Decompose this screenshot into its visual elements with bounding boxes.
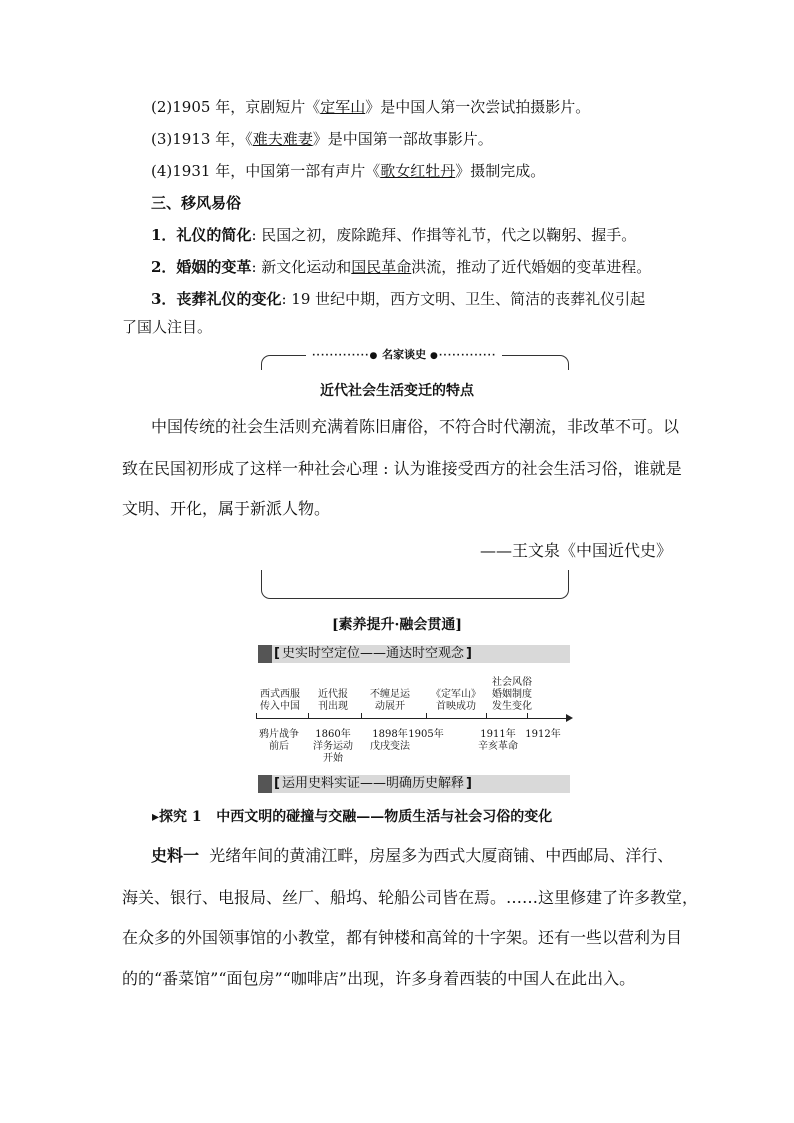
- timeline-axis: [256, 718, 568, 719]
- inquiry-heading: ▸探究 1 中西文明的碰撞与交融——物质生活与社会习俗的变化: [152, 809, 553, 825]
- material-line-3: 在众多的外国领事馆的小教堂，都有钟楼和高耸的十字架。还有一些以营利为目: [122, 928, 683, 947]
- line-film-1913: (3)1913 年，《难夫难妻》是中国第一部故事影片。: [151, 130, 493, 148]
- film-title: 难夫难妻: [252, 130, 313, 148]
- point-funeral: 3．丧葬礼仪的变化: 19 世纪中期，西方文明、卫生、简洁的丧葬礼仪引起: [151, 290, 646, 308]
- timeline-date: 1860年 洋务运动 开始: [313, 729, 353, 764]
- quote-source: ——王文泉《中国近代史》: [480, 541, 673, 560]
- band-spacetime: [ 史实时空定位——通达时空观念 ]: [258, 645, 570, 663]
- timeline-event: 近代报 刊出现: [318, 689, 348, 712]
- timeline-event: 不缠足运 动展开: [370, 689, 410, 712]
- quote-box-label: ·············● 名家谈史 ●·············: [306, 346, 502, 362]
- timeline-date: 1905年: [408, 729, 444, 740]
- band-evidence: [ 运用史料实证——明确历史解释 ]: [258, 775, 570, 793]
- timeline-event: 西式西服 传入中国: [260, 689, 300, 712]
- timeline-date: 鸦片战争 前后: [259, 729, 299, 752]
- film-title: 歌女红牡丹: [380, 162, 456, 180]
- point-funeral-cont: 了国人注目。: [122, 318, 213, 336]
- quote-text-2: 致在民国初形成了这样一种社会心理 : 认为谁接受西方的社会生活习俗，谁就是: [122, 459, 682, 478]
- material-line-1: 史料一 光绪年间的黄浦江畔，房屋多为西式大厦商铺、中西邮局、洋行、: [151, 846, 674, 865]
- literacy-section-title: [素养提升·融会贯通]: [331, 617, 463, 633]
- timeline-event: 社会风俗 婚姻制度 发生变化: [492, 677, 532, 712]
- quote-text-1: 中国传统的社会生活则充满着陈旧庸俗，不符合时代潮流，非改革不可。以: [151, 417, 680, 436]
- timeline-arrow: [566, 714, 573, 722]
- line-film-1931: (4)1931 年，中国第一部有声片《歌女红牡丹》摄制完成。: [151, 162, 546, 180]
- material-line-2: 海关、银行、电报局、丝厂、船坞、轮船公司皆在焉。……这里修建了许多教堂，: [122, 888, 699, 907]
- line-film-1905: (2)1905 年，京剧短片《定军山》是中国人第一次尝试拍摄影片。: [151, 98, 591, 116]
- point-etiquette: 1．礼仪的简化: 民国之初，废除跪拜、作揖等礼节，代之以鞠躬、握手。: [151, 226, 637, 244]
- timeline-event: 《定军山》 首映成功: [431, 689, 481, 712]
- section-heading: 三、移风易俗: [151, 194, 242, 212]
- material-line-4: 的的“番菜馆”“面包房”“咖啡店”出现，许多身着西装的中国人在此出入。: [122, 969, 636, 988]
- quote-box-title: 近代社会生活变迁的特点: [320, 383, 474, 399]
- quote-text-3: 文明、开化，属于新派人物。: [122, 499, 331, 518]
- timeline-date: 1911年 辛亥革命: [478, 729, 518, 752]
- point-marriage: 2．婚姻的变革: 新文化运动和国民革命洪流，推动了近代婚姻的变革进程。: [151, 258, 652, 276]
- timeline-date: 1912年: [525, 729, 561, 740]
- film-title: 定军山: [320, 98, 366, 116]
- timeline-date: 1898年 戊戌变法: [370, 729, 410, 752]
